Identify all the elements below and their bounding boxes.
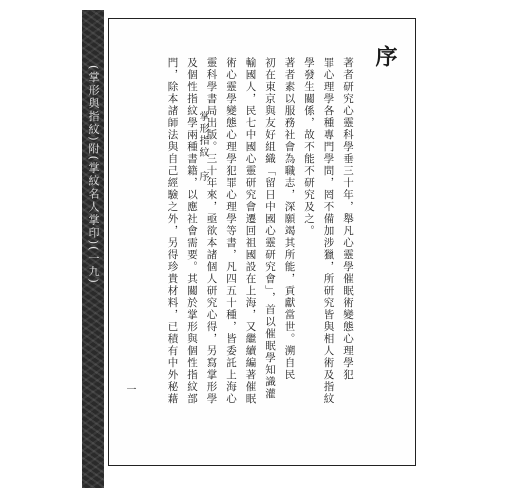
text-column: 初在東京與友好組織「留日中國心靈研究會」，首以催眠學知識灌 — [264, 57, 276, 400]
running-header: 掌形指紋 序 — [197, 111, 208, 183]
text-column: 罪心理學各種專門學問，罔不備加涉獵，所研究皆與相人術及指紋 — [322, 57, 335, 405]
preface-page — [108, 18, 416, 466]
preface-title: 序 — [372, 45, 398, 71]
text-column: 及個性指紋學兩種書籍，以應社會需要。其關於掌形與個性指紋部 — [186, 57, 198, 405]
spine-title: (掌形與指紋)附(掌紋名人掌印)(一九) — [87, 65, 100, 285]
preface-body — [162, 57, 357, 457]
text-column: 輸國人，民七中國心靈研究會遷回祖國設在上海，又繼續編著催眠 — [244, 57, 257, 405]
book-spine — [82, 10, 104, 488]
text-column: 術心靈學變態心理學犯罪心理學等書，凡四五十種，皆委託上海心 — [225, 57, 237, 405]
text-column: 門，除本諸師法與自己經驗之外，另得珍貴材料，已積有中外秘藉 — [166, 57, 179, 405]
text-column: 著者研究心靈科學垂三十年，舉凡心靈學催眠術變態心理學犯 — [342, 57, 354, 381]
text-column: 靈科學書局出版。三十年來，亟欲本諸個人研究心得，另寫掌形學 — [205, 57, 218, 405]
text-column: 學發生關係，故不能不研究及之。 — [303, 57, 315, 237]
text-column: 著者素以服務社會為職志，深願竭其所能，貢獻當世。溯自民 — [283, 57, 296, 381]
page-number: 一 — [124, 384, 135, 394]
